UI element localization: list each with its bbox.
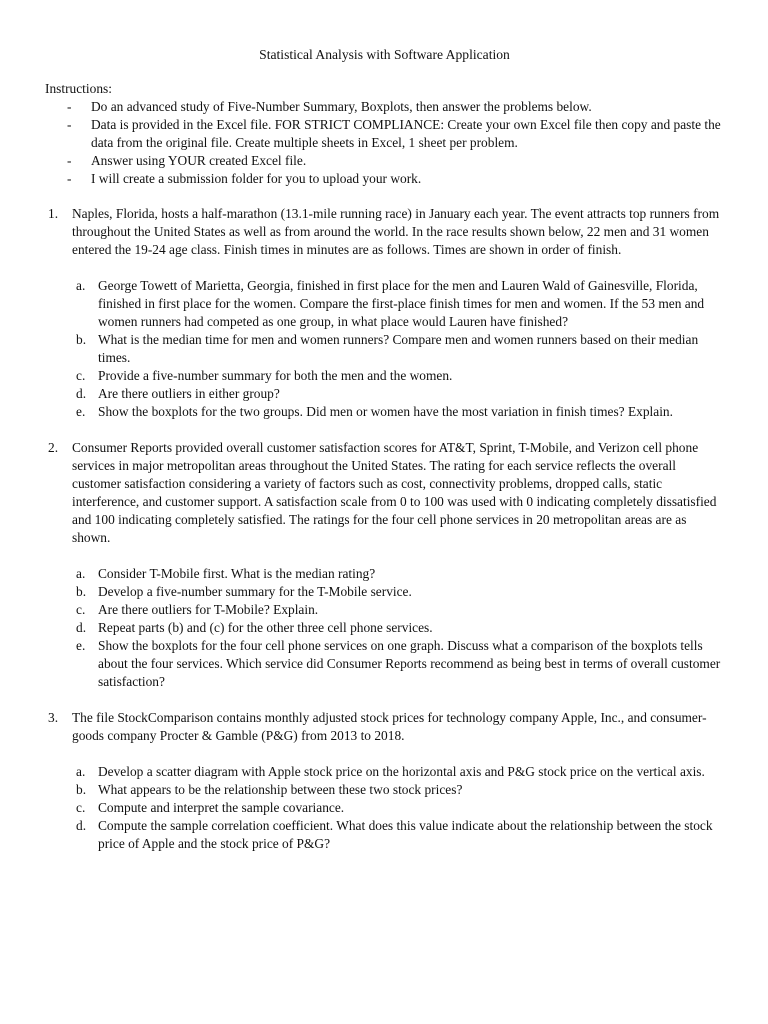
problem-3 xyxy=(45,709,724,853)
problem-number: 2. xyxy=(48,440,59,455)
part-letter: a. xyxy=(76,764,86,779)
part-letter: d. xyxy=(76,818,87,833)
part-letter: d. xyxy=(76,620,87,635)
part-letter: c. xyxy=(76,368,86,383)
problem-2 xyxy=(45,439,724,691)
problem-part: c. Are there outliers for T-Mobile? Explain. xyxy=(76,602,319,617)
problem-part: d. Are there outliers in either group? xyxy=(76,386,280,401)
problem-part: b. What appears to be the relationship between these two stock prices? xyxy=(76,782,463,797)
problem-part: a. Develop a scatter diagram with Apple stock price on the horizontal axis and P&G stock price on the vertical axis. xyxy=(76,764,705,779)
part-letter: c. xyxy=(76,602,86,617)
part-letter: e. xyxy=(76,404,86,419)
problem-text: Naples, Florida, hosts a half-marathon (13.1-mile running race) in January each year. The event attracts top runners from throughout the United States as well as from around the world. In the race results shown below, 22 men and 31 women entered the 19-24 age class. Finish times in minutes are as follows. Times are shown in order of finish. xyxy=(72,206,720,257)
problem-part: d. Repeat parts (b) and (c) for the other three cell phone services. xyxy=(76,620,433,635)
instructions-heading: Instructions: xyxy=(45,81,112,96)
problem-text: The file StockComparison contains monthly adjusted stock prices for technology company Apple, Inc., and consumer-goods company Procter & Gamble (P&G) from 2013 to 2018. xyxy=(72,710,707,743)
instruction-item: - Do an advanced study of Five-Number Summary, Boxplots, then answer the problems below. xyxy=(67,99,592,114)
problem-part: b. What is the median time for men and women runners? Compare men and women runners based on their median times. xyxy=(76,332,699,365)
bullet-dash: - xyxy=(67,117,72,132)
part-letter: c. xyxy=(76,800,86,815)
problem-part: c. Compute and interpret the sample covariance. xyxy=(76,800,345,815)
problem-number: 3. xyxy=(48,710,59,725)
problem-part: b. Develop a five-number summary for the T-Mobile service. xyxy=(76,584,412,599)
problem-part: e. Show the boxplots for the four cell phone services on one graph. Discuss what a comparison of the boxplots tells about the four services. Which service did Consumer Reports recommend as being best in terms of overall customer satisfaction? xyxy=(76,638,721,689)
part-letter: d. xyxy=(76,386,87,401)
part-letter: e. xyxy=(76,638,86,653)
instruction-item: - Answer using YOUR created Excel file. xyxy=(67,153,307,168)
bullet-dash: - xyxy=(67,153,72,168)
bullet-dash: - xyxy=(67,99,72,114)
problem-parts xyxy=(72,565,724,691)
instructions-list xyxy=(45,98,724,188)
part-letter: a. xyxy=(76,278,86,293)
part-letter: b. xyxy=(76,782,87,797)
instruction-item: - I will create a submission folder for you to upload your work. xyxy=(67,171,422,186)
part-letter: b. xyxy=(76,584,87,599)
problem-part: c. Provide a five-number summary for both the men and the women. xyxy=(76,368,453,383)
problem-part: a. Consider T-Mobile first. What is the median rating? xyxy=(76,566,376,581)
part-letter: b. xyxy=(76,332,87,347)
part-letter: a. xyxy=(76,566,86,581)
problem-part: e. Show the boxplots for the two groups. Did men or women have the most variation in finish times? Explain. xyxy=(76,404,673,419)
bullet-dash: - xyxy=(67,171,72,186)
page-title: Statistical Analysis with Software Application xyxy=(259,47,510,62)
problem-1 xyxy=(45,205,724,421)
problem-part: d. Compute the sample correlation coefficient. What does this value indicate about the relationship between the stock price of Apple and the stock price of P&G? xyxy=(76,818,713,851)
problem-text: Consumer Reports provided overall customer satisfaction scores for AT&T, Sprint, T-Mobile, and Verizon cell phone services in major metropolitan areas throughout the United States. The rating for each service reflects the overall customer satisfaction considering a variety of factors such as cost, connectivity problems, dropped calls, static interference, and customer support. A satisfaction scale from 0 to 100 was used with 0 indicating completely dissatisfied and 100 indicating completely satisfied. The ratings for the four cell phone services in 20 metropolitan areas are as shown. xyxy=(72,440,717,545)
instruction-item: - Data is provided in the Excel file. FOR STRICT COMPLIANCE: Create your own Excel file then copy and paste the data from the original file. Create multiple sheets in Excel, 1 sheet per problem. xyxy=(67,117,721,150)
problem-number: 1. xyxy=(48,206,59,221)
problem-parts xyxy=(72,763,724,853)
problem-parts xyxy=(72,277,724,421)
problem-part: a. George Towett of Marietta, Georgia, finished in first place for the men and Lauren Wald of Gainesville, Florida, finished in first place for the women. Compare the first-place finish times for men and women. If the 53 men and women runners had competed as one group, in what place would Lauren have finished? xyxy=(76,278,705,329)
